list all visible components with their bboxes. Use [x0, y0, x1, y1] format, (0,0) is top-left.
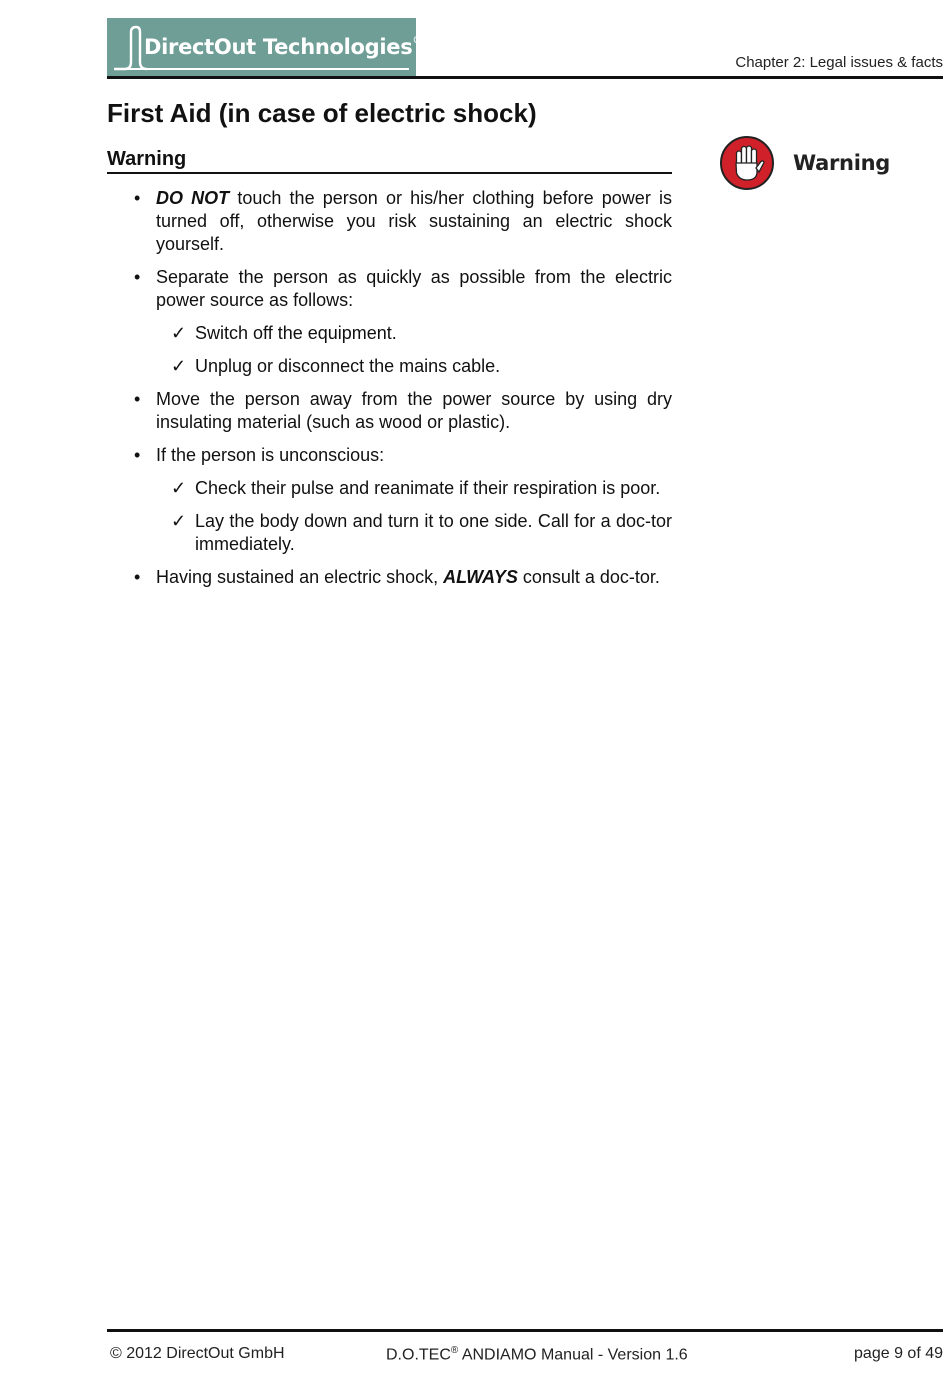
item-text: touch the person or his/her clothing before power is turned off, otherwise you risk sustaining an electric shock yourself. [156, 188, 672, 254]
emphasis-text: ALWAYS [443, 567, 518, 587]
item-text: Move the person away from the power source by using dry insulating material (such as wood or plastic). [156, 389, 672, 432]
footer-copyright: © 2012 DirectOut GmbH [110, 1345, 285, 1362]
list-item [134, 566, 672, 589]
logo-text: DirectOut Technologies® [144, 35, 423, 59]
item-text: If the person is unconscious: [156, 445, 385, 465]
checkmark-icon: ✓ [171, 356, 187, 376]
emphasis-text: DO NOT [156, 188, 230, 208]
company-logo [107, 18, 423, 78]
section-heading: Warning [107, 148, 672, 174]
list-item [134, 388, 672, 434]
bullet-icon: • [134, 445, 141, 465]
item-text: Check their pulse and reanimate if their respiration is poor. [195, 478, 661, 498]
list-item [134, 444, 672, 467]
list-item [134, 187, 672, 256]
item-text: Separate the person as quickly as possible from the electric power source as follows: [156, 267, 672, 310]
bullet-icon: • [134, 389, 141, 409]
warning-label: Warning [793, 151, 890, 175]
checkmark-icon: ✓ [171, 511, 187, 531]
logo-underline [114, 68, 409, 70]
bullet-icon: • [134, 188, 141, 208]
item-text: Having sustained an electric shock, [156, 567, 444, 587]
footer-page-number: page 9 of 49 [854, 1345, 943, 1362]
list-subitem [134, 322, 672, 345]
warning-list [134, 187, 672, 599]
checkmark-icon: ✓ [171, 478, 187, 498]
checkmark-icon: ✓ [171, 323, 187, 343]
item-text: consult a doc-tor. [517, 567, 660, 587]
footer-manual-title: D.O.TEC® ANDIAMO Manual - Version 1.6 [386, 1345, 688, 1364]
page-title: First Aid (in case of electric shock) [107, 98, 537, 128]
list-subitem [134, 355, 672, 378]
header-divider [107, 76, 943, 79]
chapter-heading: Chapter 2: Legal issues & facts [735, 54, 943, 71]
bullet-icon: • [134, 267, 141, 287]
list-subitem [134, 510, 672, 556]
item-text: Unplug or disconnect the mains cable. [195, 356, 501, 376]
footer-divider [107, 1329, 943, 1332]
hand-stop-icon [719, 135, 775, 191]
item-text: Switch off the equipment. [195, 323, 397, 343]
item-text: Lay the body down and turn it to one side. Call for a doc-tor immediately. [195, 511, 672, 554]
bullet-icon: • [134, 567, 141, 587]
list-item [134, 266, 672, 312]
list-subitem [134, 477, 672, 500]
